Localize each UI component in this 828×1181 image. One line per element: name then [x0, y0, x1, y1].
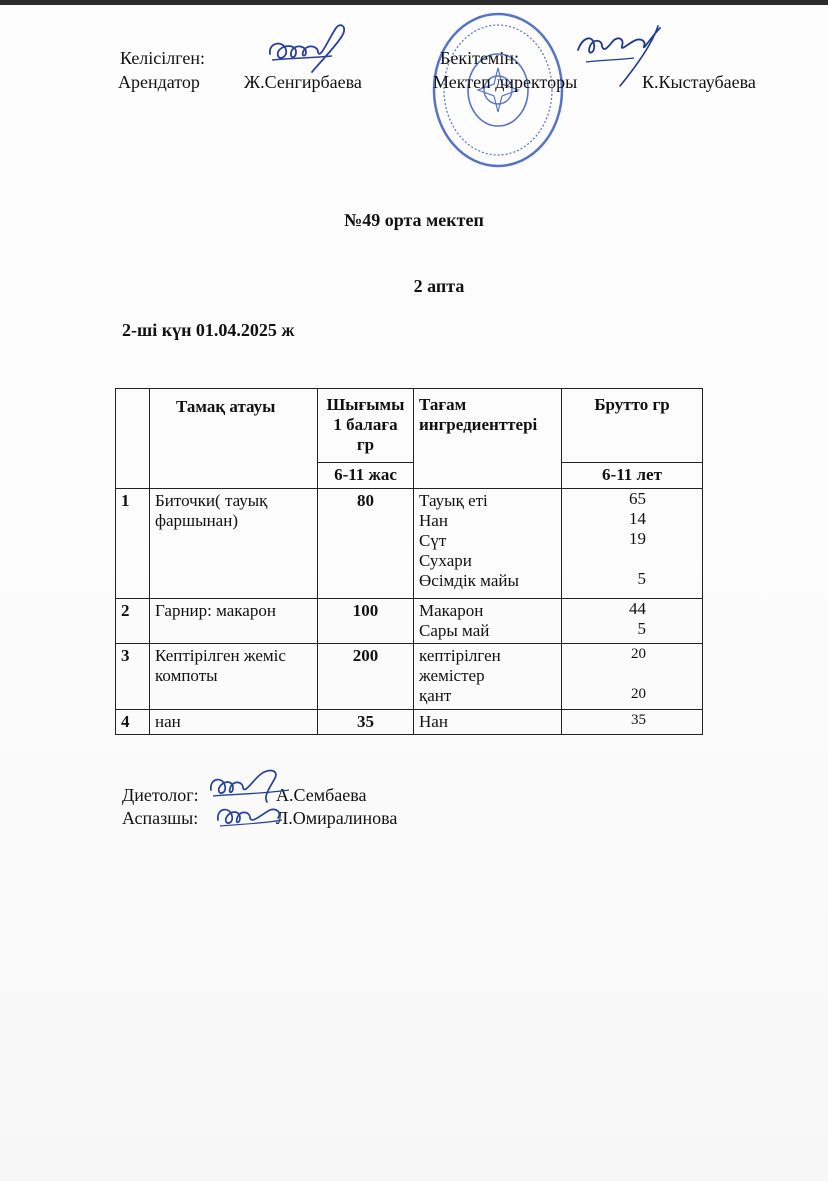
- header-dish: Тамақ атауы: [150, 389, 318, 489]
- header-gross: Брутто гр: [562, 389, 703, 463]
- ingredient: қант: [419, 686, 452, 705]
- row-yield: 200: [318, 644, 414, 710]
- row-ingredients: [414, 644, 562, 710]
- row-dish: Биточки( тауық фаршынан): [150, 489, 318, 599]
- table-header-row: [116, 389, 703, 463]
- row-ingredients: [414, 489, 562, 599]
- table-row: [116, 489, 703, 599]
- row-ingredients: [414, 710, 562, 735]
- row-yield: 80: [318, 489, 414, 599]
- cook-label: Аспазшы:: [122, 808, 199, 828]
- row-gross: [562, 644, 703, 710]
- table-row: [116, 644, 703, 710]
- table-row: [116, 599, 703, 644]
- ingredient: Тауық еті: [419, 491, 488, 510]
- gross-value: 65: [629, 489, 646, 508]
- gross-value: 20: [631, 646, 646, 662]
- ingredient: Сары май: [419, 621, 490, 640]
- row-num: 3: [116, 644, 150, 710]
- gross-value: 20: [631, 686, 646, 702]
- row-yield: 100: [318, 599, 414, 644]
- tenant-name: Ж.Сенгирбаева: [244, 72, 362, 92]
- menu-table: [115, 388, 703, 735]
- ingredient: Сухари: [419, 551, 472, 570]
- gross-value: 44: [629, 599, 646, 618]
- school-title: №49 орта мектеп: [344, 210, 484, 230]
- ingredient: Нан: [419, 712, 448, 731]
- gross-value: [562, 664, 646, 684]
- tenant-signature: [262, 20, 358, 78]
- tenant-role: Арендатор: [118, 72, 200, 92]
- table-row: [116, 710, 703, 735]
- ingredient: Сүт: [419, 531, 447, 550]
- day-date-line: 2-ші күн 01.04.2025 ж: [122, 320, 295, 340]
- gross-age-label: 6-11 лет: [562, 463, 703, 489]
- gross-value: 14: [629, 509, 646, 528]
- row-num: 1: [116, 489, 150, 599]
- row-gross: [562, 489, 703, 599]
- header-num-cell: [116, 389, 150, 489]
- row-dish: Гарнир: макарон: [150, 599, 318, 644]
- director-name: К.Кыстаубаева: [642, 72, 756, 92]
- ingredient: Макарон: [419, 601, 484, 620]
- gross-value: 5: [637, 569, 646, 588]
- ingredient: кептірілген жемістер: [419, 646, 501, 685]
- ingredient: Өсімдік майы: [419, 571, 519, 590]
- row-gross: [562, 599, 703, 644]
- agreed-label: Келісілген:: [120, 48, 206, 68]
- header-ingredients: Тағам ингредиенттері: [414, 389, 562, 489]
- gross-value: 5: [637, 619, 646, 638]
- approved-label: Бекітемін:: [440, 48, 519, 68]
- dietitian-label: Диетолог:: [122, 785, 199, 805]
- row-num: 2: [116, 599, 150, 644]
- yield-age-label: 6-11 жас: [318, 463, 414, 489]
- cook-signature: [212, 798, 288, 834]
- gross-value: 19: [629, 529, 646, 548]
- row-ingredients: [414, 599, 562, 644]
- row-num: 4: [116, 710, 150, 735]
- director-signature: [572, 20, 668, 90]
- row-gross: [562, 710, 703, 735]
- gross-value: [562, 549, 646, 569]
- cook-name: Л.Омиралинова: [276, 808, 398, 828]
- header-yield: Шығымы 1 балаға гр: [318, 389, 414, 463]
- ingredient: Нан: [419, 511, 448, 530]
- row-dish: Кептірілген жеміс компоты: [150, 644, 318, 710]
- row-dish: нан: [150, 710, 318, 735]
- week-label: 2 апта: [413, 276, 465, 296]
- gross-value: 35: [631, 712, 646, 728]
- director-role: Мектеп директоры: [433, 72, 578, 92]
- row-yield: 35: [318, 710, 414, 735]
- dietitian-name: А.Сембаева: [276, 785, 367, 805]
